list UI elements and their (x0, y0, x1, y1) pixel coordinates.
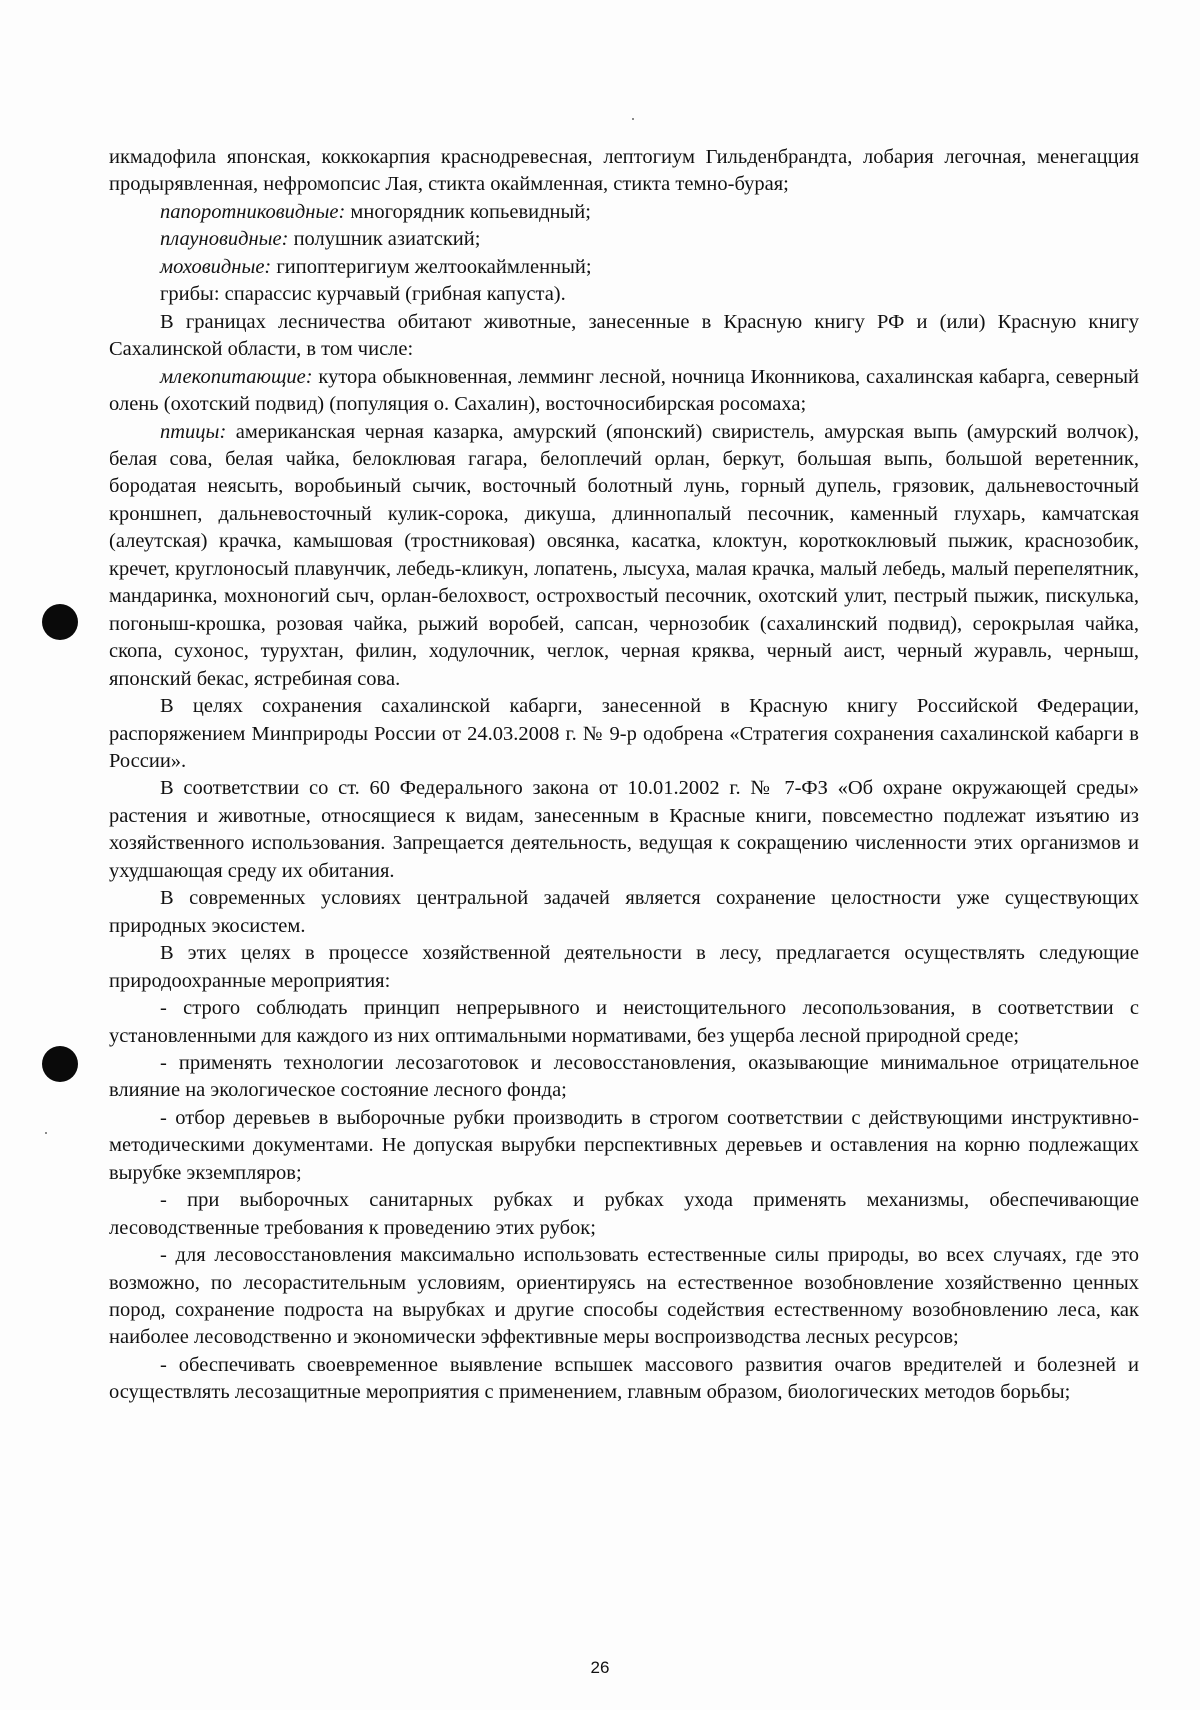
paragraph: икмадофила японская, коккокарпия краснодревесная, лептогиум Гильденбрандта, лобария легочная, менегацция продырявленная, нефромопсис Лая, стикта окаймленная, стикта темно-бурая; (109, 146, 1139, 196)
paragraph: птицы: американская черная казарка, амурский (японский) свиристель, амурская выпь (амурский волчок), белая сова, белая чайка, белоклювая гагара, белоплечий орлан, беркут, большая выпь, большой веретенник, бородатая неясыть, воробьиный сычик, восточный болотный лунь, горный дупель, грязовик, дальневосточный кроншнеп, дальневосточный кулик-сорока, дикуша, длиннопалый песочник, каменный глухарь, камчатская (алеутская) крачка, камышовая (тростниковая) овсянка, касатка, клоктун, короткоклювый пыжик, краснозобик, кречет, круглоносый плавунчик, лебедь-кликун, лопатень, лысуха, малая крачка, малый лебедь, малый перепелятник, мандаринка, мохноногий сыч, орлан-белохвост, острохвостый песочник, охотский улит, пестрый пыжик, пискулька, погоныш-крошка, розовая чайка, рыжий воробей, сапсан, чернозобик (сахалинский подвид), серокрылая чайка, скопа, сухонос, турухтан, филин, ходулочник, чеглок, черная кряква, черный аист, черный журавль, черныш, японский бекас, ястребиная сова. (109, 420, 1139, 690)
category-label: плауновидные: (160, 228, 289, 251)
punch-hole (42, 1046, 78, 1082)
list-item: - применять технологии лесозаготовок и лесовосстановления, оказывающие минимальное отрицательное влияние на экологическое состояние лесного фонда; (109, 1051, 1139, 1102)
paragraph: В границах лесничества обитают животные, занесенные в Красную книгу РФ и (или) Красную книгу Сахалинской области, в том числе: (109, 310, 1139, 361)
paragraph: плауновидные: полушник азиатский; (160, 228, 481, 251)
list-item: - при выборочных санитарных рубках и рубках ухода применять механизмы, обеспечивающие лесоводственные требования к проведению этих рубок; (109, 1189, 1139, 1239)
paragraph: грибы: спарассис курчавый (грибная капуста). (160, 283, 566, 306)
document-body (109, 144, 1139, 1407)
paragraph: В соответствии со ст. 60 Федерального закона от 10.01.2002 г. № 7-ФЗ «Об охране окружающей среды» растения и животные, относящиеся к видам, занесенным в Красные книги, повсеместно подлежат изъятию из хозяйственного использования. Запрещается деятельность, ведущая к сокращению численности этих организмов и ухудшающая среду их обитания. (109, 777, 1139, 882)
paragraph: папоротниковидные: многорядник копьевидный; (160, 200, 591, 223)
list-item: - для лесовосстановления максимально использовать естественные силы природы, во всех случаях, где это возможно, по лесорастительным условиям, ориентируясь на естественное возобновление хозяйственно ценных пород, сохранение подроста на вырубках и другие способы содействия естественному возобновлению леса, как наиболее лесоводственно и экономически эффективные меры воспроизводства лесных ресурсов; (109, 1244, 1139, 1349)
list-item: - обеспечивать своевременное выявление вспышек массового развития очагов вредителей и болезней и осуществлять лесозащитные мероприятия с применением, главным образом, биологических методов борьбы; (109, 1353, 1139, 1404)
category-label: млекопитающие: (160, 365, 313, 388)
page-number: 26 (590, 1658, 610, 1677)
scan-speck (45, 1132, 47, 1134)
category-label: птицы: (160, 420, 227, 443)
punch-hole (42, 604, 78, 640)
paragraph: В современных условиях центральной задачей является сохранение целостности уже существующих природных экосистем. (109, 887, 1139, 937)
list-item: - отбор деревьев в выборочные рубки производить в строгом соответствии с действующими инструктивно-методическими документами. Не допуская вырубки перспективных деревьев и оставления на корню подлежащих вырубке экземпляров; (109, 1106, 1139, 1184)
list-item: - строго соблюдать принцип непрерывного и неистощительного лесопользования, в соответствии с установленными для каждого из них оптимальными нормативами, без ущерба лесной природной среде; (109, 997, 1139, 1047)
scan-speck (632, 118, 634, 120)
paragraph: В целях сохранения сахалинской кабарги, занесенной в Красную книгу Российской Федерации, распоряжением Минприроды России от 24.03.2008 г. № 9-р одобрена «Стратегия сохранения сахалинской кабарги в России». (109, 695, 1139, 772)
paragraph: моховидные: гипоптеригиум желтоокаймленный; (160, 255, 592, 278)
paragraph: млекопитающие: кутора обыкновенная, лемминг лесной, ночница Иконникова, сахалинская кабарга, северный олень (охотский подвид) (популяция о. Сахалин), восточносибирская росомаха; (109, 365, 1139, 416)
category-label: моховидные: (160, 255, 272, 278)
paragraph: В этих целях в процессе хозяйственной деятельности в лесу, предлагается осуществлять следующие природоохранные мероприятия: (109, 942, 1139, 992)
category-label: папоротниковидные: (160, 200, 346, 223)
